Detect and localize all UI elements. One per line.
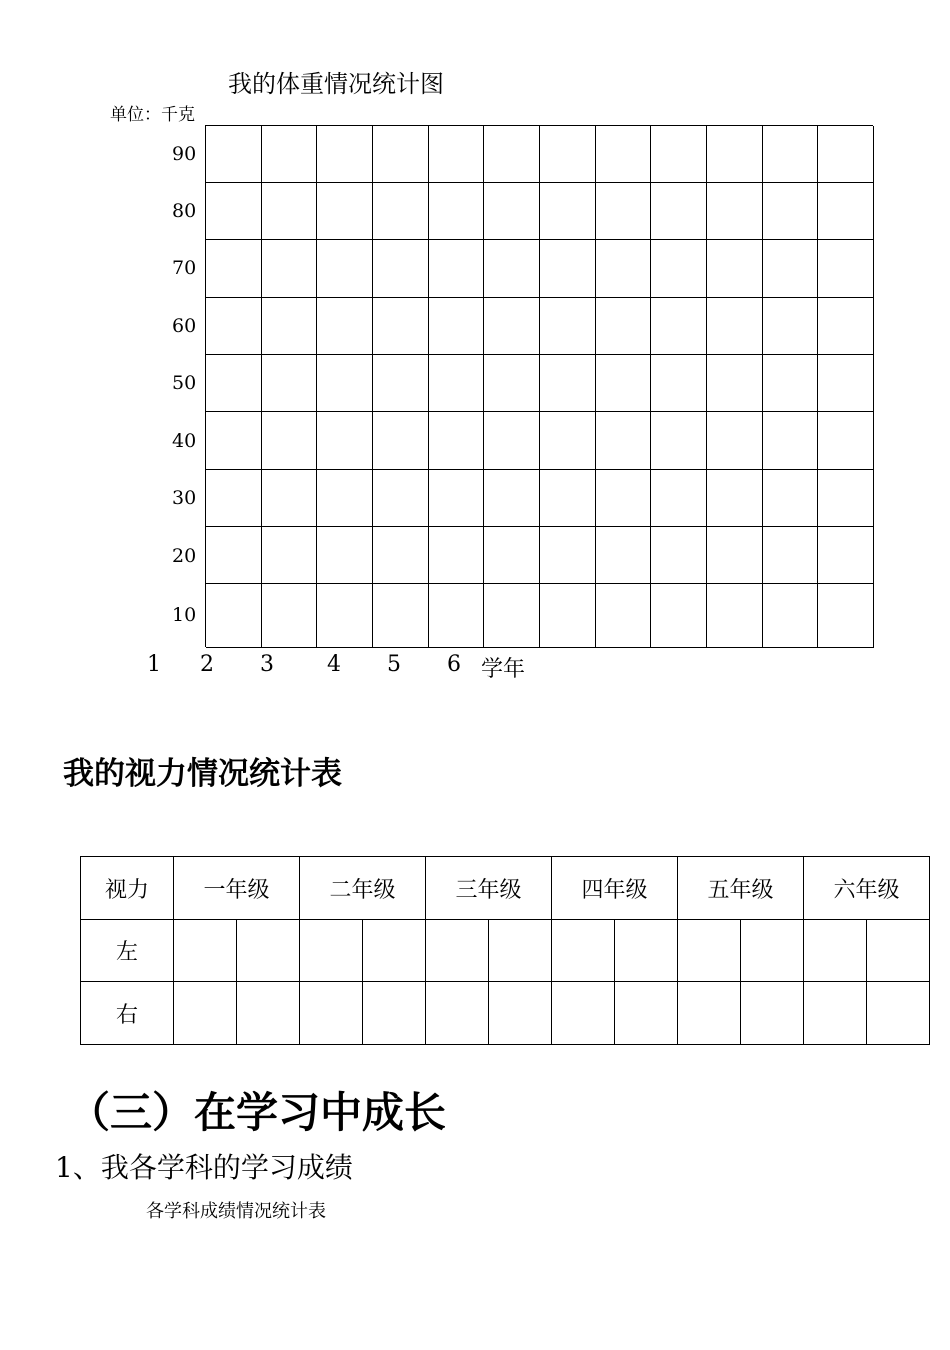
grade-header-cell: 六年级 (804, 857, 930, 920)
grid-cell (373, 240, 429, 298)
grid-cell (763, 412, 819, 470)
grid-cell (429, 240, 485, 298)
vision-input-cell[interactable] (426, 920, 489, 982)
x-tick-label: 5 (387, 652, 401, 677)
vision-input-cell[interactable] (552, 920, 615, 982)
vision-input-cell[interactable] (678, 982, 741, 1045)
vision-input-cell[interactable] (489, 982, 552, 1045)
vision-input-cell[interactable] (426, 982, 489, 1045)
vision-row-right (81, 982, 930, 1045)
y-tick-label: 60 (172, 315, 197, 337)
vision-table (80, 856, 930, 1045)
grid-cell (596, 527, 652, 584)
grid-cell (262, 412, 318, 470)
grid-cell (596, 470, 652, 527)
x-tick-label: 6 (447, 652, 461, 677)
grid-cell (262, 183, 318, 240)
grid-cell (206, 126, 262, 183)
grid-cell (317, 240, 373, 298)
grid-cell (429, 298, 485, 355)
grid-cell (763, 584, 819, 648)
grid-cell (262, 355, 318, 412)
grid-cell (206, 584, 262, 648)
grid-cell (429, 527, 485, 584)
vision-input-cell[interactable] (489, 920, 552, 982)
grid-cell (206, 183, 262, 240)
grid-cell (707, 584, 763, 648)
grid-cell (818, 527, 874, 584)
grid-cell (818, 240, 874, 298)
grid-cell (540, 470, 596, 527)
vision-table-title: 我的视力情况统计表 (63, 756, 342, 792)
subject-scores-heading: 1、我各学科的学习成绩 (55, 1151, 353, 1184)
grid-cell (707, 240, 763, 298)
grid-cell (651, 584, 707, 648)
vision-input-cell[interactable] (741, 920, 804, 982)
grid-cell (651, 527, 707, 584)
grid-cell (373, 126, 429, 183)
vision-row-left (81, 920, 930, 982)
grid-cell (596, 126, 652, 183)
grid-cell (651, 298, 707, 355)
y-tick-label: 50 (172, 372, 197, 394)
vision-input-cell[interactable] (363, 982, 426, 1045)
grid-cell (707, 298, 763, 355)
grid-cell (763, 298, 819, 355)
grid-cell (651, 412, 707, 470)
grid-cell (484, 355, 540, 412)
grid-cell (373, 584, 429, 648)
grid-cell (484, 470, 540, 527)
grid-cell (206, 470, 262, 527)
grid-cell (429, 355, 485, 412)
grid-cell (429, 126, 485, 183)
grid-cell (707, 183, 763, 240)
grid-cell (596, 412, 652, 470)
vision-input-cell[interactable] (867, 982, 930, 1045)
scores-table-caption: 各学科成绩情况统计表 (146, 1201, 326, 1222)
x-tick-label: 4 (327, 652, 341, 677)
grid-cell (206, 412, 262, 470)
grid-cell (651, 126, 707, 183)
x-tick-label: 2 (200, 652, 214, 677)
grid-cell (317, 412, 373, 470)
grid-cell (707, 527, 763, 584)
weight-unit-label: 单位：千克 (110, 105, 195, 125)
grid-cell (262, 126, 318, 183)
grid-cell (206, 298, 262, 355)
grid-cell (484, 527, 540, 584)
vision-input-cell[interactable] (867, 920, 930, 982)
grade-header-cell: 五年级 (678, 857, 804, 920)
grid-cell (317, 355, 373, 412)
grid-cell (540, 126, 596, 183)
grid-cell (818, 470, 874, 527)
grid-cell (540, 183, 596, 240)
vision-input-cell[interactable] (741, 982, 804, 1045)
grid-cell (540, 527, 596, 584)
grid-cell (763, 470, 819, 527)
grid-cell (373, 412, 429, 470)
grid-cell (763, 183, 819, 240)
grid-cell (262, 584, 318, 648)
vision-input-cell[interactable] (804, 982, 867, 1045)
x-tick-label: 3 (260, 652, 274, 677)
grid-cell (540, 298, 596, 355)
grid-cell (373, 470, 429, 527)
vision-input-cell[interactable] (804, 920, 867, 982)
grid-cell (429, 412, 485, 470)
grid-cell (763, 355, 819, 412)
x-axis-label: 学年 (481, 657, 526, 682)
y-tick-label: 20 (172, 545, 197, 567)
grid-cell (818, 412, 874, 470)
y-tick-label: 40 (172, 430, 197, 452)
y-tick-label: 10 (172, 604, 197, 626)
grid-cell (484, 240, 540, 298)
vision-input-cell[interactable] (300, 920, 363, 982)
grid-cell (317, 183, 373, 240)
grade-header-cell: 三年级 (426, 857, 552, 920)
grid-cell (763, 527, 819, 584)
grade-header-cell: 四年级 (552, 857, 678, 920)
grid-cell (707, 355, 763, 412)
grid-cell (707, 470, 763, 527)
grid-cell (763, 240, 819, 298)
grid-cell (317, 584, 373, 648)
grid-cell (818, 355, 874, 412)
grid-cell (206, 355, 262, 412)
grid-cell (484, 412, 540, 470)
grid-cell (651, 240, 707, 298)
grade-header-cell: 二年级 (300, 857, 426, 920)
vision-input-cell[interactable] (678, 920, 741, 982)
y-tick-label: 30 (172, 487, 197, 509)
grid-cell (262, 470, 318, 527)
grid-cell (317, 527, 373, 584)
grid-cell (317, 470, 373, 527)
grid-cell (763, 126, 819, 183)
grid-cell (540, 412, 596, 470)
section-heading: （三）在学习中成长 (68, 1088, 447, 1137)
grid-cell (540, 584, 596, 648)
eye-label-cell: 左 (81, 920, 174, 982)
grid-cell (596, 240, 652, 298)
grid-cell (707, 412, 763, 470)
grid-cell (484, 183, 540, 240)
grid-cell (707, 126, 763, 183)
vision-input-cell[interactable] (237, 920, 300, 982)
grid-cell (373, 298, 429, 355)
grid-cell (484, 584, 540, 648)
grid-cell (317, 126, 373, 183)
grid-cell (596, 298, 652, 355)
grid-cell (429, 584, 485, 648)
vision-input-cell[interactable] (174, 982, 237, 1045)
grid-cell (429, 470, 485, 527)
vision-input-cell[interactable] (615, 920, 678, 982)
weight-chart-grid (205, 125, 873, 647)
grid-cell (429, 183, 485, 240)
vision-input-cell[interactable] (552, 982, 615, 1045)
y-tick-label: 70 (172, 257, 197, 279)
grid-cell (596, 584, 652, 648)
grid-cell (596, 183, 652, 240)
grid-cell (540, 355, 596, 412)
grid-cell (373, 527, 429, 584)
grid-cell (651, 183, 707, 240)
grade-header-cell: 一年级 (174, 857, 300, 920)
vision-input-cell[interactable] (300, 982, 363, 1045)
x-tick-label: 1 (147, 652, 161, 677)
grid-cell (651, 470, 707, 527)
y-tick-label: 80 (172, 200, 197, 222)
grid-cell (818, 584, 874, 648)
grid-cell (651, 355, 707, 412)
grid-cell (262, 240, 318, 298)
grid-cell (818, 298, 874, 355)
grid-cell (373, 183, 429, 240)
grid-cell (317, 298, 373, 355)
weight-chart-title: 我的体重情况统计图 (228, 70, 444, 98)
grid-cell (540, 240, 596, 298)
grid-cell (484, 298, 540, 355)
grid-cell (818, 183, 874, 240)
grid-cell (262, 527, 318, 584)
vision-input-cell[interactable] (237, 982, 300, 1045)
grid-cell (206, 527, 262, 584)
vision-input-cell[interactable] (174, 920, 237, 982)
vision-header-row (81, 857, 930, 920)
vision-input-cell[interactable] (615, 982, 678, 1045)
vision-header-cell: 视力 (81, 857, 174, 920)
grid-cell (262, 298, 318, 355)
grid-cell (484, 126, 540, 183)
grid-cell (818, 126, 874, 183)
grid-cell (206, 240, 262, 298)
y-tick-label: 90 (172, 143, 197, 165)
grid-cell (373, 355, 429, 412)
grid-cell (596, 355, 652, 412)
vision-input-cell[interactable] (363, 920, 426, 982)
eye-label-cell: 右 (81, 982, 174, 1045)
